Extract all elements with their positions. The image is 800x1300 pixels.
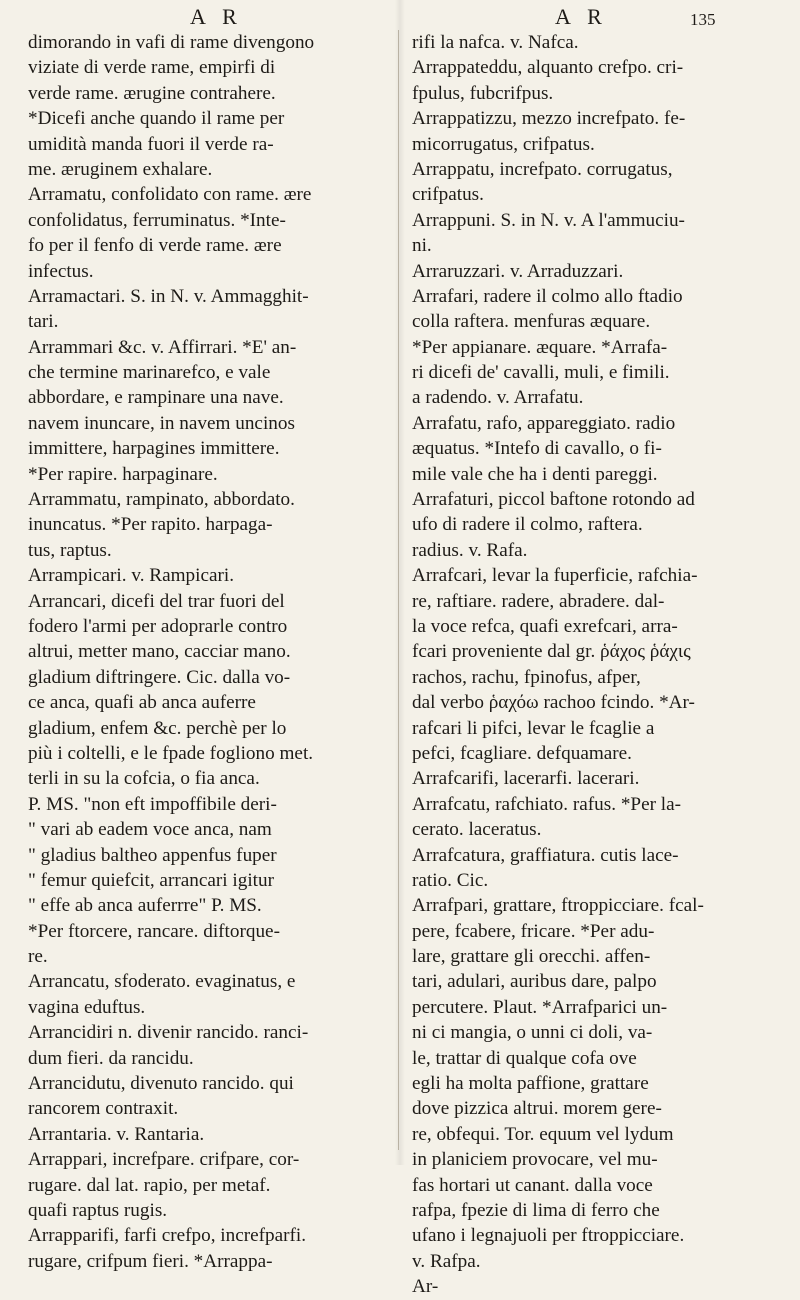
text-line: Arrafari, radere il colmo allo ftadio (412, 285, 683, 307)
text-line: dum fieri. da rancidu. (28, 1047, 194, 1069)
text-line: *Per rapire. harpaginare. (28, 463, 218, 485)
text-line: le, trattar di qualque cofa ove (412, 1047, 637, 1069)
text-line: rugare, crifpum fieri. *Arrappa- (28, 1250, 273, 1272)
text-line: più i coltelli, e le fpade fogliono met. (28, 742, 314, 764)
text-line: Arrammatu, rampinato, abbordato. (28, 489, 295, 511)
text-line: radius. v. Rafa. (412, 539, 528, 561)
text-line: Arrappateddu, alquanto crefpo. cri- (412, 57, 684, 79)
text-line: Arrafcari, levar la fuperficie, rafchia- (412, 565, 698, 587)
running-header-left: A R (190, 4, 243, 29)
text-line: rafcari li pifci, levar le fcaglie a (412, 717, 655, 739)
text-line: dove pizzica altrui. morem gere- (412, 1098, 662, 1120)
text-line: tari. (28, 311, 59, 333)
text-line: ufano i legnajuoli per ftroppicciare. (412, 1225, 685, 1247)
text-line: re, raftiare. radere, abradere. dal- (412, 590, 665, 612)
running-header-right: A R (555, 4, 608, 29)
text-line: rifi la nafca. v. Nafca. (412, 32, 579, 53)
text-line: ce anca, quafi ab anca auferre (28, 692, 256, 714)
column-divider (398, 30, 399, 1150)
text-line: pere, fcabere, fricare. *Per adu- (412, 920, 655, 942)
text-line: rafpa, fpezie di lima di ferro che (412, 1199, 660, 1221)
text-line: fo per il fenfo di verde rame. ære (28, 235, 282, 257)
text-line: dal verbo ῥαχόω rachoo fcindo. *Ar- (412, 692, 695, 714)
text-line: re, obfequi. Tor. equum vel lydum (412, 1123, 674, 1145)
text-line: P. MS. "non eft impoffibile deri- (28, 793, 277, 815)
text-line: fodero l'armi per adoprarle contro (28, 615, 288, 637)
text-line: " effe ab anca auferrre" P. MS. (28, 895, 262, 917)
text-line: la voce refca, quafi exrefcari, arra- (412, 615, 678, 637)
text-line: Arrafcatura, graffiatura. cutis lace- (412, 844, 679, 866)
text-line: verde rame. ærugine contrahere. (28, 82, 276, 104)
text-line: Arrappatu, increfpato. corrugatus, (412, 158, 673, 180)
text-line: Arrancidutu, divenuto rancido. qui (28, 1073, 294, 1095)
text-line: re. (28, 946, 48, 968)
text-line: *Per appianare. æquare. *Arrafa- (412, 336, 668, 358)
text-line: colla raftera. menfuras æquare. (412, 311, 651, 333)
text-line: percutere. Plaut. *Arrafparici un- (412, 996, 668, 1018)
text-line: *Per ftorcere, rancare. diftorque- (28, 920, 280, 942)
text-line: vagina eduftus. (28, 996, 146, 1018)
text-line: Arrappuni. S. in N. v. A l'ammuciu- (412, 209, 685, 231)
text-line: Arrappari, increfpare. crifpare, cor- (28, 1149, 300, 1171)
text-line: " gladius baltheo appenfus fuper (28, 844, 277, 866)
text-line: mile vale che ha i denti pareggi. (412, 463, 658, 485)
text-line: fcari proveniente dal gr. ῥάχος ῥάχις (412, 641, 691, 663)
text-line: fas hortari ut canant. dalla voce (412, 1174, 653, 1196)
text-line: " vari ab eadem voce anca, nam (28, 819, 272, 841)
text-line: altrui, metter mano, cacciar mano. (28, 641, 291, 663)
text-line: micorrugatus, crifpatus. (412, 133, 595, 155)
text-line: terli in su la cofcia, o fia anca. (28, 768, 260, 790)
text-line: ri dicefi de' cavalli, muli, e fimili. (412, 362, 670, 384)
text-line: Arrapparifi, farfi crefpo, increfparfi. (28, 1225, 307, 1247)
text-line: Arrafatu, rafo, appareggiato. radio (412, 412, 676, 434)
text-line: inuncatus. *Per rapito. harpaga- (28, 514, 273, 536)
text-line: quafi raptus rugis. (28, 1199, 168, 1221)
text-line: fpulus, fubcrifpus. (412, 82, 554, 104)
text-line: gladium diftringere. Cic. dalla vo- (28, 666, 291, 688)
text-line: Arrancari, dicefi del trar fuori del (28, 590, 285, 612)
text-line: Arraruzzari. v. Arraduzzari. (412, 260, 624, 282)
text-line: " femur quiefcit, arrancari igitur (28, 869, 274, 891)
right-column (412, 30, 774, 1300)
text-line: Arrafcarifi, lacerarfi. lacerari. (412, 768, 640, 790)
page-gutter (395, 0, 405, 1165)
text-line: egli ha molta paffione, grattare (412, 1073, 649, 1095)
text-line: ratio. Cic. (412, 869, 489, 891)
text-line: ni. (412, 235, 432, 257)
text-line: infectus. (28, 260, 94, 282)
text-line: Arramatu, confolidato con rame. ære (28, 184, 312, 206)
text-line: rachos, rachu, fpinofus, afper, (412, 666, 641, 688)
text-line: crifpatus. (412, 184, 484, 206)
text-line: Arrafpari, grattare, ftroppicciare. fcal- (412, 895, 704, 917)
text-line: rugare. dal lat. rapio, per metaf. (28, 1174, 271, 1196)
text-line: confolidatus, ferruminatus. *Inte- (28, 209, 286, 231)
text-line: Arrampicari. v. Rampicari. (28, 565, 235, 587)
page-number: 135 (690, 10, 716, 29)
text-line: me. æruginem exhalare. (28, 158, 213, 180)
text-line: Arrappatizzu, mezzo increfpato. fe- (412, 108, 686, 130)
text-line: dimorando in vafi di rame divengono (28, 32, 315, 53)
text-line: ni ci mangia, o unni ci doli, va- (412, 1022, 653, 1044)
text-line: Arrancatu, sfoderato. evaginatus, e (28, 971, 296, 993)
text-line: ufo di radere il colmo, raftera. (412, 514, 643, 536)
text-line: lare, grattare gli orecchi. affen- (412, 946, 651, 968)
text-line: che termine marinarefco, e vale (28, 362, 271, 384)
text-line: tus, raptus. (28, 539, 112, 561)
text-line: navem inuncare, in navem uncinos (28, 412, 295, 434)
text-line: Ar- (412, 1276, 439, 1298)
text-line: rancorem contraxit. (28, 1098, 179, 1120)
text-line: umidità manda fuori il verde ra- (28, 133, 274, 155)
text-line: Arrancidiri n. divenir rancido. ranci- (28, 1022, 309, 1044)
left-column (28, 30, 390, 1274)
text-line: a radendo. v. Arrafatu. (412, 387, 584, 409)
text-line: in planiciem provocare, vel mu- (412, 1149, 658, 1171)
text-line: cerato. laceratus. (412, 819, 542, 841)
text-line: pefci, fcagliare. defquamare. (412, 742, 632, 764)
text-line: Arramactari. S. in N. v. Ammagghit- (28, 285, 309, 307)
text-line: gladium, enfem &c. perchè per lo (28, 717, 287, 739)
text-line: æquatus. *Intefo di cavallo, o fi- (412, 438, 662, 460)
text-line: viziate di verde rame, empirfi di (28, 57, 276, 79)
text-line: Arrafcatu, rafchiato. rafus. *Per la- (412, 793, 682, 815)
text-line: Arrantaria. v. Rantaria. (28, 1123, 205, 1145)
text-line: Arrammari &c. v. Affirrari. *E' an- (28, 336, 297, 358)
text-line: Arrafaturi, piccol baftone rotondo ad (412, 489, 695, 511)
text-line: tari, adulari, auribus dare, palpo (412, 971, 657, 993)
text-line: v. Rafpa. (412, 1250, 481, 1272)
text-line: *Dicefi anche quando il rame per (28, 108, 285, 130)
text-line: immittere, harpagines immittere. (28, 438, 280, 460)
text-line: abbordare, e rampinare una nave. (28, 387, 284, 409)
